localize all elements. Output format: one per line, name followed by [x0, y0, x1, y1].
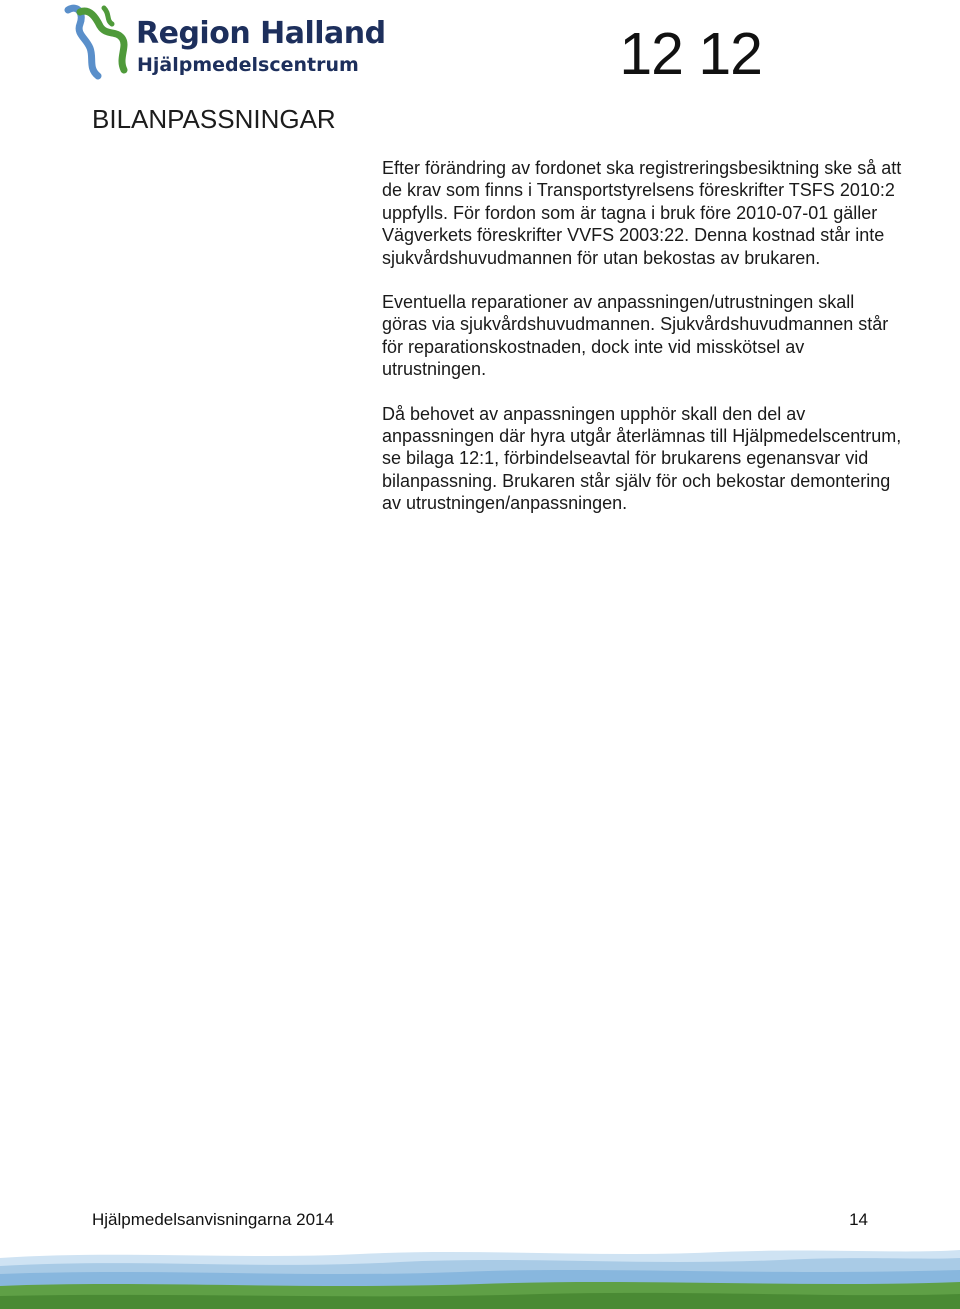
logo-org-subtitle: Hjälpmedelscentrum [137, 54, 359, 76]
section-title: BILANPASSNINGAR [92, 104, 336, 134]
paragraph: Efter förändring av fordonet ska registreringsbesiktning ske så att de krav som finns i Transportstyrelsens föreskrifter TSFS 2010:2 uppfylls. För fordon som är tagna i bruk före 2010-07-01 gäller Vägverkets föreskrifter VVFS 2003:22. Denna kostnad står inte sjukvårdshuvudmannen för utan bekostas av brukaren. [382, 158, 902, 268]
footer-document-name: Hjälpmedelsanvisningarna 2014 [92, 1210, 334, 1229]
decorative-bottom-band [0, 1244, 960, 1309]
region-halland-logo [60, 2, 386, 80]
chapter-number: 12 12 [619, 21, 762, 87]
region-halland-emblem-icon [60, 2, 132, 80]
body-text [382, 157, 902, 537]
footer-page-number: 14 [849, 1210, 868, 1229]
paragraph: Då behovet av anpassningen upphör skall den del av anpassningen där hyra utgår återlämnas till Hjälpmedelscentrum, se bilaga 12:1, förbindelseavtal för brukarens egenansvar vid bilanpassning. Brukaren står själv för och bekostar demontering av utrustningen/anpassningen. [382, 403, 902, 514]
paragraph: Eventuella reparationer av anpassningen/utrustningen skall göras via sjukvårdshuvudmannen. Sjukvårdshuvudmannen står för reparationskostnaden, dock inte vid misskötsel av utrustningen. [382, 292, 889, 380]
logo-org-name: Region Halland [136, 16, 386, 51]
